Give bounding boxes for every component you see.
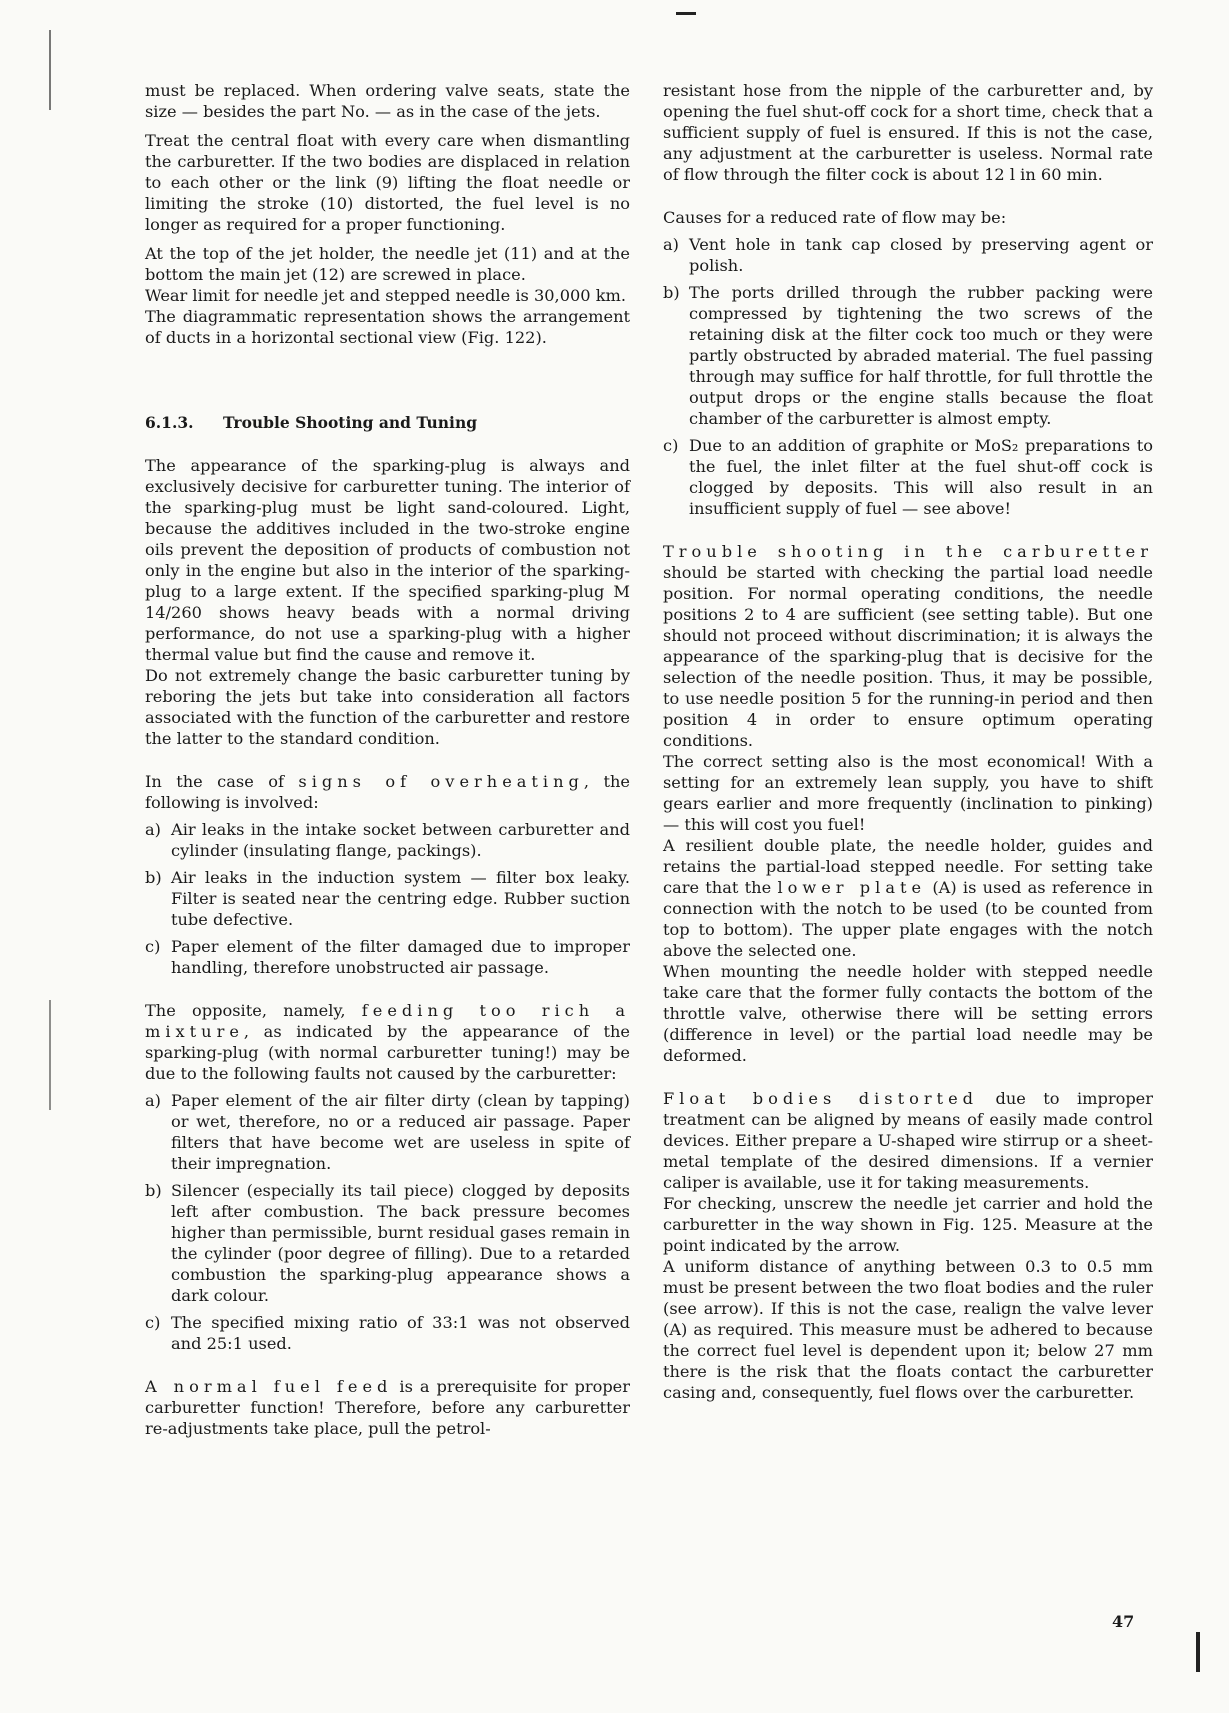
spaced-emphasis: A normal fuel feed: [145, 1377, 393, 1396]
paragraph: The diagrammatic representation shows the arrangement of ducts in a horizontal sectional view (Fig. 122).: [145, 307, 630, 347]
list-item: a) Paper element of the air filter dirty (clean by tapping) or wet, therefore, no or a reduced air passage. Paper filters that have become wet are useless in spite of their impregnation.: [145, 1091, 630, 1173]
paragraph: A normal fuel feed is a prerequisite for proper carburetter function! Therefore, before any carburetter re-adjustments take place, pull the petrol-: [145, 1377, 630, 1438]
paragraph: Treat the central float with every care when dismantling the carburetter. If the two bodies are displaced in relation to each other or the link (9) lifting the float needle or limiting the stroke (10) distorted, the fuel level is no longer as required for a proper functioning.: [145, 131, 630, 234]
paragraph: The appearance of the sparking-plug is always and exclusively decisive for carburetter tuning. The interior of the sparking-plug must be light sand-coloured. Light, because the additives included in the two-stroke engine oils prevent the deposition of products of combustion not only in the engine but also in the interior of the sparking-plug to a large extent. If the specified sparking-plug M 14/260 shows heavy beads with a normal driving performance, do not use a sparking-plug with a higher thermal value but find the cause and remove it.: [145, 456, 630, 664]
section-title: Trouble Shooting and Tuning: [223, 413, 478, 432]
paragraph: A uniform distance of anything between 0.3 to 0.5 mm must be present between the two float bodies and the ruler (see arrow). If this is not the case, realign the valve lever (A) as required. This measure must be adhered to because the correct fuel level is dependent upon it; below 27 mm there is the risk that the floats contact the carburetter casing and, consequently, fuel flows over the carburetter.: [663, 1257, 1153, 1402]
paragraph: For checking, unscrew the needle jet carrier and hold the carburetter in the way shown in Fig. 125. Measure at the point indicated by the arrow.: [663, 1194, 1153, 1255]
paragraph: When mounting the needle holder with stepped needle take care that the former fully contacts the bottom of the throttle valve, otherwise there will be setting errors (difference in level) or the partial load needle may be deformed.: [663, 962, 1153, 1065]
spaced-emphasis: lower plate: [777, 878, 927, 897]
paragraph: Float bodies distorted due to improper treatment can be aligned by means of easily made control devices. Either prepare a U-shaped wire stirrup or a sheet-metal template of the desired dimensions. If a vernier caliper is available, use it for taking measurements.: [663, 1089, 1154, 1192]
reduced-flow-causes-list: [663, 234, 1153, 519]
spaced-emphasis: feeding too rich a mixture: [145, 1001, 630, 1041]
paragraph: The opposite, namely, feeding too rich a mixture, as indicated by the appearance of the sparking-plug (with normal carburetter tuning!) may be due to the following faults not caused by the carburetter:: [145, 1001, 630, 1083]
paragraph: Wear limit for needle jet and stepped needle is 30,000 km.: [145, 286, 627, 305]
page-number: 47: [1112, 1612, 1135, 1631]
left-column: [145, 80, 630, 1439]
overheating-list: [145, 819, 630, 978]
paragraph: Trouble shooting in the carburetter should be started with checking the partial load needle position. For normal operating conditions, the needle positions 2 to 4 are sufficient (see setting table). But one should not proceed without discrimination; it is always the appearance of the sparking-plug that is decisive for the selection of the needle position. Thus, it may be possible, to use needle position 5 for the running-in period and then position 4 in order to ensure optimum operating conditions.: [663, 542, 1153, 750]
section-number: 6.1.3.: [145, 413, 194, 432]
scan-mark: [1196, 1632, 1200, 1672]
spaced-emphasis: Float bodies distorted: [663, 1089, 979, 1108]
paragraph: must be replaced. When ordering valve seats, state the size — besides the part No. — as in the case of the jets.: [145, 81, 630, 121]
list-item: c) Due to an addition of graphite or MoS₂ preparations to the fuel, the inlet filter at the fuel shut-off cock is clogged by deposits. This will also result in an insufficient supply of fuel — see above!: [663, 436, 1153, 518]
paragraph: resistant hose from the nipple of the carburetter and, by opening the fuel shut-off cock for a short time, check that a sufficient supply of fuel is ensured. If this is not the case, any adjustment at the carburetter is useless. Normal rate of flow through the filter cock is about 12 l in 60 min.: [663, 81, 1153, 184]
list-item: b) The ports drilled through the rubber packing were compressed by tightening the two screws of the retaining disk at the filter cock too much or they were partly obstructed by abraded material. The fuel passing through may suffice for half throttle, for full throttle the output drops or the engine stalls because the float chamber of the carburetter is almost empty.: [663, 283, 1153, 428]
spaced-emphasis: Trouble shooting in the carburetter: [663, 542, 1153, 561]
paragraph: The correct setting also is the most economical! With a setting for an extremely lean supply, you have to shift gears earlier and more frequently (inclination to pinking) — this will cost you fuel!: [663, 752, 1153, 834]
list-item: b) Silencer (especially its tail piece) clogged by deposits left after combustion. The back pressure becomes higher than permissible, burnt residual gases remain in the cylinder (poor degree of filling). Due to a retarded combustion the sparking-plug appearance shows a dark colour.: [145, 1181, 630, 1305]
paragraph: At the top of the jet holder, the needle jet (11) and at the bottom the main jet (12) are screwed in place.: [145, 244, 630, 284]
list-item: c) Paper element of the filter damaged due to improper handling, therefore unobstructed air passage.: [145, 937, 630, 977]
list-item: b) Air leaks in the induction system — filter box leaky. Filter is seated near the centring edge. Rubber suction tube defective.: [145, 868, 630, 929]
list-item: c) The specified mixing ratio of 33:1 was not observed and 25:1 used.: [145, 1313, 630, 1353]
list-item: a) Air leaks in the intake socket between carburetter and cylinder (insulating flange, packings).: [145, 820, 630, 860]
list-item: a) Vent hole in tank cap closed by preserving agent or polish.: [663, 235, 1153, 275]
scan-mark: [49, 1000, 51, 1110]
right-column: [663, 80, 1153, 1403]
paragraph: In the case of signs of overheating, the following is involved:: [145, 772, 630, 812]
paragraph: Do not extremely change the basic carburetter tuning by reboring the jets but take into consideration all factors associated with the function of the carburetter and restore the latter to the standard condition.: [145, 666, 630, 748]
section-heading: [145, 412, 630, 433]
scan-mark: [49, 30, 51, 110]
spaced-emphasis: signs of overheating: [298, 772, 584, 791]
paragraph: Causes for a reduced rate of flow may be:: [663, 208, 1007, 227]
paragraph: A resilient double plate, the needle holder, guides and retains the partial-load stepped needle. For setting take care that the lower plate (A) is used as reference in connection with the notch to be used (to be counted from top to bottom). The upper plate engages with the notch above the selected one.: [663, 836, 1153, 960]
scan-mark: [676, 12, 696, 15]
rich-mixture-list: [145, 1090, 630, 1354]
